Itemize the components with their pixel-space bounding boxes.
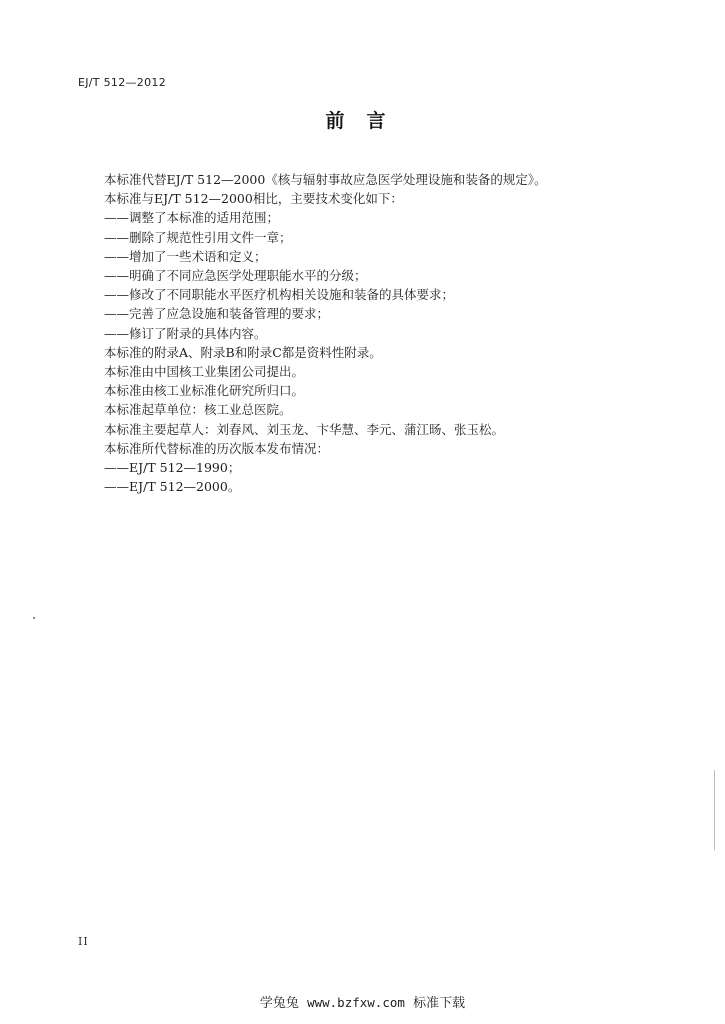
page-title: 前言 [325,110,408,132]
download-footer [0,992,725,1011]
body-line: 本标准由核工业标准化研究所归口。 [104,383,305,399]
body-line: ——EJ/T 512—2000。 [104,479,241,495]
footer-url-link[interactable]: www.bzfxw.com [307,995,405,1010]
body-line: ——增加了一些术语和定义； [104,248,267,264]
body-line: 本标准所代替标准的历次版本发布情况： [104,440,330,456]
body-line: 本标准的附录A、附录B和附录C都是资料性附录。 [104,344,382,360]
page-number: II [78,935,89,948]
body-line: ——EJ/T 512—1990； [104,460,241,476]
body-line: ——修订了附录的具体内容。 [104,325,267,341]
body-line: ——调整了本标准的适用范围； [104,210,280,226]
body-line: 本标准主要起草人：刘春风、刘玉龙、卞华慧、李元、蒲江旸、张玉松。 [104,421,505,437]
body-line: 本标准由中国核工业集团公司提出。 [104,364,305,380]
body-line: ——完善了应急设施和装备管理的要求； [104,306,330,322]
scan-speck [33,617,35,619]
footer-site-name: 学兔兔 [259,996,299,1011]
standard-number: EJ/T 512—2012 [78,76,167,89]
foreword-body [90,170,650,496]
footer-tagline: 标准下载 [413,996,466,1011]
body-line: ——删除了规范性引用文件一章； [104,229,292,245]
body-line: ——明确了不同应急医学处理职能水平的分级； [104,268,367,284]
body-line: ——修改了不同职能水平医疗机构相关设施和装备的具体要求； [104,287,455,303]
body-line: 本标准代替EJ/T 512—2000《核与辐射事故应急医学处理设施和装备的规定》。 [104,172,547,187]
body-line: 本标准起草单位：核工业总医院。 [104,402,292,418]
body-line: 本标准与EJ/T 512—2000相比，主要技术变化如下： [104,191,403,207]
scan-edge-mark [714,770,715,850]
